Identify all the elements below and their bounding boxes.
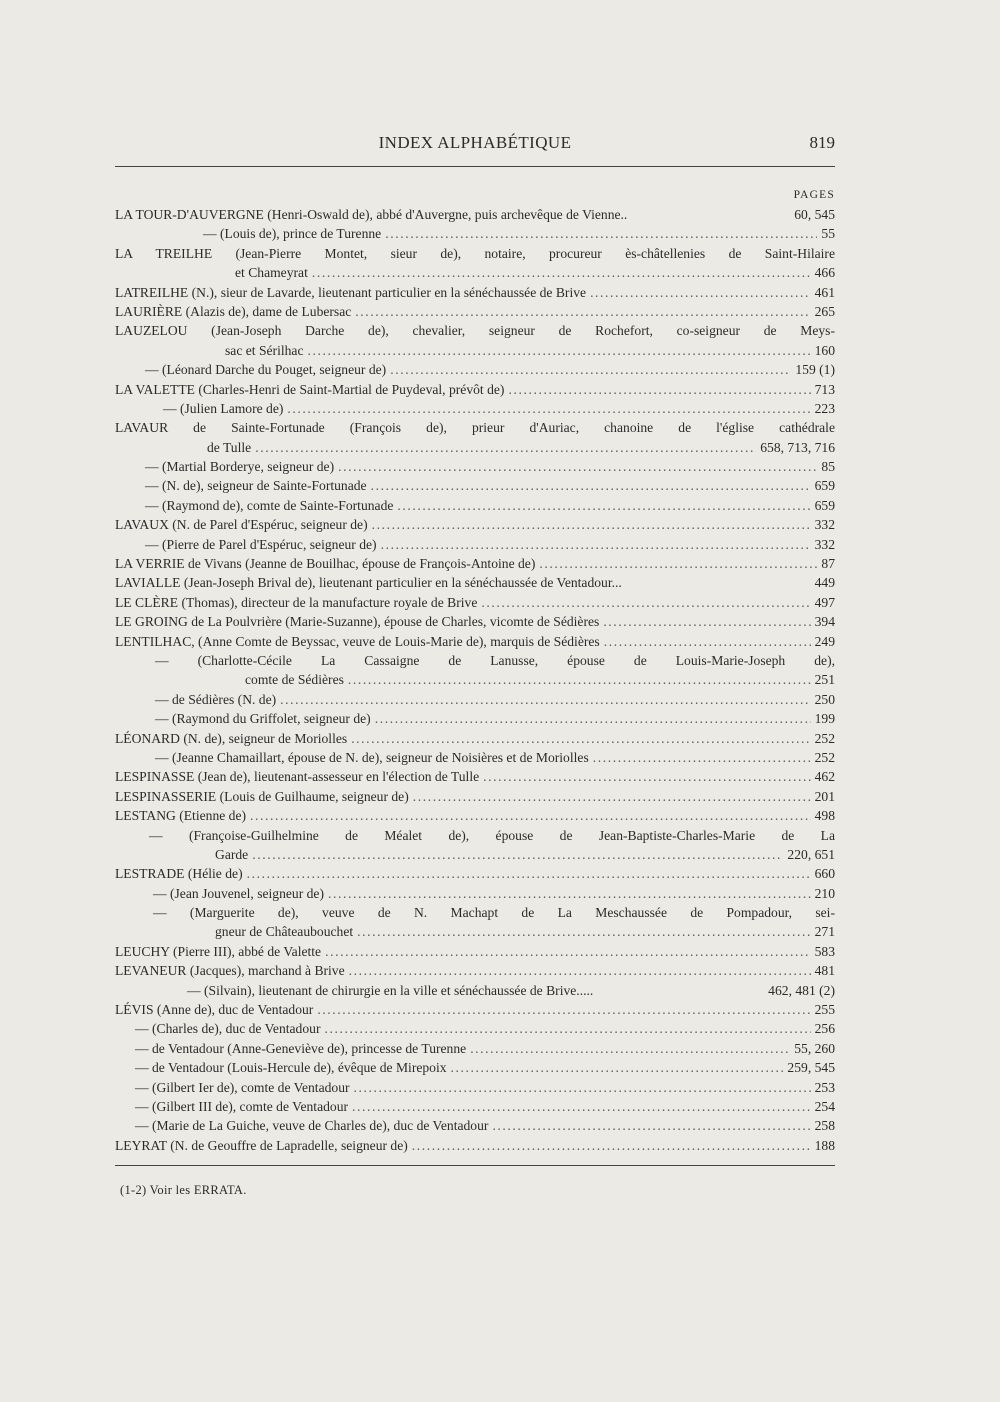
dot-leader (470, 1039, 790, 1058)
index-entry-line (115, 341, 835, 360)
page-number: 819 (809, 133, 835, 152)
entry-page-ref: 713 (814, 381, 835, 397)
entry-page-ref: 258 (814, 1118, 835, 1134)
dot-leader (375, 709, 811, 728)
entry-text: — (Louis de), prince de Turenne (203, 226, 382, 242)
index-entry-line (115, 360, 835, 379)
entry-page-ref: 254 (814, 1098, 835, 1114)
index-entry-line (115, 884, 835, 903)
index-entry-line (115, 787, 835, 806)
index-entry-line (115, 845, 835, 864)
index-entry-line (115, 922, 835, 941)
entry-text: LE GROING de La Poulvrière (Marie-Suzanne), épouse de Charles, vicomte de Sédières (115, 614, 600, 630)
header-rule (115, 166, 835, 167)
entry-page-ref: 332 (814, 517, 835, 533)
index-entry-line (115, 438, 835, 457)
entry-page-ref: 461 (814, 284, 835, 300)
index-entry-line (115, 651, 835, 670)
entry-text: — (Raymond de), comte de Sainte-Fortunade (145, 497, 394, 513)
footnote: (1-2) Voir les ERRATA. (120, 1183, 247, 1197)
entry-text: — (Gilbert III de), comte de Ventadour (135, 1098, 349, 1114)
dot-leader (338, 457, 817, 476)
entry-page-ref: 658, 713, 716 (760, 439, 835, 455)
dot-leader (590, 283, 811, 302)
index-entry-line (115, 709, 835, 728)
entry-text: et Chameyrat (235, 265, 308, 281)
index-entry-line (115, 942, 835, 961)
index-entry-line (115, 205, 835, 224)
entry-text: LESTRADE (Hélie de) (115, 866, 243, 882)
entry-text: — de Sédières (N. de) (155, 691, 277, 707)
dot-leader (372, 515, 811, 534)
dot-leader (603, 612, 810, 631)
dot-leader (593, 748, 811, 767)
index-entry-line (115, 476, 835, 495)
index-entry-line (115, 593, 835, 612)
dot-leader (352, 1097, 811, 1116)
dot-leader (328, 884, 811, 903)
dot-leader (324, 1019, 810, 1038)
dot-leader (412, 1136, 811, 1155)
entry-page-ref: 265 (814, 303, 835, 319)
entry-text: sac et Sérilhac (225, 342, 304, 358)
entry-text: — (Marie de La Guiche, veuve de Charles de), duc de Ventadour (135, 1118, 489, 1134)
dot-leader (255, 438, 756, 457)
dot-leader (280, 690, 810, 709)
index-entry-line (115, 806, 835, 825)
entry-page-ref: 223 (814, 400, 835, 416)
entry-page-ref: 251 (814, 672, 835, 688)
index-entry-line (115, 981, 835, 1000)
entry-text: LENTILHAC, (Anne Comte de Beyssac, veuve de Louis-Marie de), marquis de Sédières (115, 633, 600, 649)
entry-page-ref: 201 (814, 788, 835, 804)
dot-leader (539, 554, 817, 573)
entry-page-ref: 466 (814, 265, 835, 281)
entry-page-ref: 481 (814, 963, 835, 979)
entry-text: LAVIALLE (Jean-Joseph Brival de), lieutenant particulier en la sénéchaussée de Ventadour... (115, 575, 622, 591)
entry-page-ref: 259, 545 (787, 1060, 835, 1076)
index-entry-line (115, 224, 835, 243)
dot-leader (381, 535, 811, 554)
dot-leader (390, 360, 791, 379)
index-entry-line (115, 1039, 835, 1058)
entry-text: — (Martial Borderye, seigneur de) (145, 459, 335, 475)
entry-page-ref: 160 (814, 342, 835, 358)
entry-text: LATREILHE (N.), sieur de Lavarde, lieutenant particulier en la sénéchaussée de Brive (115, 284, 587, 300)
entry-text: LA VERRIE de Vivans (Jeanne de Bouilhac, épouse de François-Antoine de) (115, 556, 536, 572)
dot-leader (349, 961, 811, 980)
index-entry-line (115, 496, 835, 515)
footnote-rule (115, 1165, 835, 1166)
entry-page-ref: 85 (821, 459, 835, 475)
entry-page-ref: 498 (814, 808, 835, 824)
entry-text: LESPINASSE (Jean de), lieutenant-assesseur en l'élection de Tulle (115, 769, 480, 785)
entry-text: LESPINASSERIE (Louis de Guilhaume, seigneur de) (115, 788, 409, 804)
index-entry-line (115, 826, 835, 845)
dot-leader (312, 263, 811, 282)
entry-text: de Tulle (207, 439, 252, 455)
dot-leader (451, 1058, 784, 1077)
entry-page-ref: 250 (814, 691, 835, 707)
entry-text: LAUZELOU (Jean-Joseph Darche de), chevalier, seigneur de Rochefort, co-seigneur de Meys- (115, 323, 835, 339)
entry-page-ref: 449 (814, 575, 835, 591)
index-entries (115, 205, 835, 1155)
index-entry-line (115, 903, 835, 922)
entry-text: — de Ventadour (Louis-Hercule de), évêque de Mirepoix (135, 1060, 447, 1076)
entry-text: LESTANG (Etienne de) (115, 808, 247, 824)
entry-text: — (Charles de), duc de Ventadour (135, 1021, 321, 1037)
dot-leader (252, 845, 783, 864)
entry-text: LAVAUX (N. de Parel d'Espéruc, seigneur de) (115, 517, 368, 533)
entry-page-ref: 394 (814, 614, 835, 630)
entry-text: LA TOUR-D'AUVERGNE (Henri-Oswald de), abbé d'Auvergne, puis archevêque de Vienne.. (115, 207, 628, 222)
entry-text: — (Julien Lamore de) (163, 400, 284, 416)
entry-page-ref: 210 (814, 885, 835, 901)
page-title: INDEX ALPHABÉTIQUE (378, 133, 572, 152)
index-entry-line (115, 399, 835, 418)
entry-page-ref: 252 (814, 730, 835, 746)
dot-leader (250, 806, 811, 825)
dot-leader (357, 922, 810, 941)
entry-text: LEUCHY (Pierre III), abbé de Valette (115, 943, 322, 959)
entry-text: — (N. de), seigneur de Sainte-Fortunade (145, 478, 367, 494)
entry-page-ref: 188 (814, 1137, 835, 1153)
index-entry-line (115, 670, 835, 689)
dot-leader (308, 341, 811, 360)
entry-page-ref: 462, 481 (2) (768, 982, 835, 998)
running-header (115, 133, 835, 157)
dot-leader (371, 476, 811, 495)
entry-page-ref: 87 (821, 556, 835, 572)
entry-page-ref: 249 (814, 633, 835, 649)
dot-leader (481, 593, 810, 612)
index-entry-line (115, 1000, 835, 1019)
index-entry-line (115, 767, 835, 786)
dot-leader (508, 380, 810, 399)
entry-page-ref: 271 (814, 924, 835, 940)
index-entry-line (115, 244, 835, 263)
dot-leader (348, 670, 811, 689)
index-entry-line (115, 302, 835, 321)
entry-text: LEVANEUR (Jacques), marchand à Brive (115, 963, 345, 979)
entry-text: — (Charlotte-Cécile La Cassaigne de Lanusse, épouse de Louis-Marie-Joseph de), (155, 652, 835, 668)
entry-text: LE CLÈRE (Thomas), directeur de la manufacture royale de Brive (115, 594, 478, 610)
index-entry-line (115, 1058, 835, 1077)
dot-leader (247, 864, 811, 883)
entry-page-ref: 256 (814, 1021, 835, 1037)
entry-page-ref: 255 (814, 1002, 835, 1018)
dot-leader (483, 767, 810, 786)
entry-page-ref: 60, 545 (794, 207, 835, 222)
index-entry-line (115, 263, 835, 282)
entry-text: — (Jean Jouvenel, seigneur de) (153, 885, 324, 901)
dot-leader (604, 632, 811, 651)
index-entry-line (115, 515, 835, 534)
entry-text: Garde (215, 846, 249, 862)
index-entry-line (115, 1097, 835, 1116)
index-entry-line (115, 1019, 835, 1038)
dot-leader (354, 1078, 811, 1097)
entry-page-ref: 253 (814, 1079, 835, 1095)
entry-page-ref: 332 (814, 536, 835, 552)
dot-leader (317, 1000, 810, 1019)
entry-page-ref: 252 (814, 749, 835, 765)
entry-page-ref: 659 (814, 478, 835, 494)
dot-leader (385, 224, 817, 243)
index-entry-line (115, 535, 835, 554)
entry-text: comte de Sédières (245, 672, 344, 688)
entry-page-ref: 583 (814, 943, 835, 959)
index-entry-line (115, 690, 835, 709)
index-entry-line (115, 573, 835, 592)
entry-text: — (Gilbert Ier de), comte de Ventadour (135, 1079, 350, 1095)
entry-text: — (Raymond du Griffolet, seigneur de) (155, 711, 371, 727)
index-entry-line (115, 457, 835, 476)
index-entry-line (115, 1078, 835, 1097)
entry-text: LA TREILHE (Jean-Pierre Montet, sieur de), notaire, procureur ès-châtellenies de Saint-Hilaire (115, 245, 835, 261)
entry-page-ref: 497 (814, 594, 835, 610)
entry-page-ref: 55 (821, 226, 835, 242)
index-entry-line (115, 418, 835, 437)
index-entry-line (115, 612, 835, 631)
index-entry-line (115, 1136, 835, 1155)
entry-text: LEYRAT (N. de Geouffre de Lapradelle, seigneur de) (115, 1137, 408, 1153)
entry-page-ref: 220, 651 (787, 846, 835, 862)
entry-text: — (Françoise-Guilhelmine de Méalet de), épouse de Jean-Baptiste-Charles-Marie de La (149, 827, 835, 843)
dot-leader (397, 496, 810, 515)
entry-text: gneur de Châteaubouchet (215, 924, 354, 940)
dot-leader (413, 787, 811, 806)
entry-text: — (Marguerite de), veuve de N. Machapt de La Meschaussée de Pompadour, sei- (153, 905, 835, 921)
entry-page-ref: 199 (814, 711, 835, 727)
dot-leader (355, 302, 810, 321)
index-entry-line (115, 1116, 835, 1135)
index-entry-line (115, 380, 835, 399)
pages-column-label: PAGES (793, 189, 835, 201)
dot-leader (287, 399, 810, 418)
entry-text: — (Léonard Darche du Pouget, seigneur de) (145, 362, 387, 378)
entry-text: — de Ventadour (Anne-Geneviève de), princesse de Turenne (135, 1040, 467, 1056)
entry-text: LÉVIS (Anne de), duc de Ventadour (115, 1002, 314, 1018)
index-entry-line (115, 554, 835, 573)
entry-text: — (Jeanne Chamaillart, épouse de N. de), seigneur de Noisières et de Moriolles (155, 749, 589, 765)
dot-leader (351, 729, 810, 748)
dot-leader (492, 1116, 810, 1135)
index-entry-line (115, 864, 835, 883)
entry-text: LA VALETTE (Charles-Henri de Saint-Martial de Puydeval, prévôt de) (115, 381, 505, 397)
entry-page-ref: 159 (1) (795, 362, 835, 378)
entry-text: LAURIÈRE (Alazis de), dame de Lubersac (115, 303, 352, 319)
index-entry-line (115, 283, 835, 302)
entry-page-ref: 55, 260 (794, 1040, 835, 1056)
index-entry-line (115, 321, 835, 340)
entry-page-ref: 659 (814, 497, 835, 513)
entry-text: LAVAUR de Sainte-Fortunade (François de), prieur d'Auriac, chanoine de l'église cathédrale (115, 420, 835, 436)
index-entry-line (115, 632, 835, 651)
entry-page-ref: 462 (814, 769, 835, 785)
dot-leader (325, 942, 811, 961)
index-entry-line (115, 729, 835, 748)
entry-page-ref: 660 (814, 866, 835, 882)
index-entry-line (115, 961, 835, 980)
entry-text: — (Silvain), lieutenant de chirurgie en la ville et sénéchaussée de Brive..... (187, 982, 594, 998)
index-entry-line (115, 748, 835, 767)
entry-text: — (Pierre de Parel d'Espéruc, seigneur de) (145, 536, 377, 552)
entry-text: LÉONARD (N. de), seigneur de Moriolles (115, 730, 348, 746)
